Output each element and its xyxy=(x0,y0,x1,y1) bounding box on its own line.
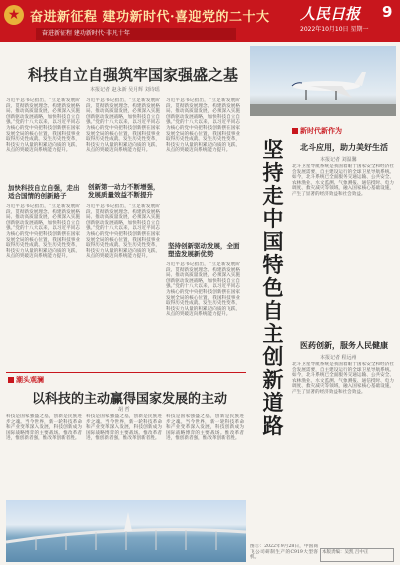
commentary-tag xyxy=(8,375,44,385)
section-marker-icon xyxy=(292,128,298,134)
masthead-banner xyxy=(0,0,400,42)
lead-subhead-3: 坚持创新驱动发展，全面塑造发展新优势 xyxy=(168,242,240,258)
story-1-byline: 本报记者 刘温馨 xyxy=(320,157,357,163)
banner-title: 奋进新征程 建功新时代·喜迎党的二十大 xyxy=(30,10,270,25)
story-2-headline: 医药创新，服务人民健康 xyxy=(300,340,388,350)
page-number: 9 xyxy=(382,3,393,21)
section-divider xyxy=(6,372,246,373)
commentary-tag-label: 潮头观澜 xyxy=(16,376,44,384)
lead-headline: 科技自立自强筑牢国家强盛之基 xyxy=(28,66,239,84)
editor-credit: 本版责编：吴凯 吕中正 xyxy=(320,548,394,562)
aircraft-photo xyxy=(250,46,396,116)
vertical-headline: 坚持走中国特色自主创新道路 xyxy=(262,137,284,438)
bridge-photo xyxy=(6,500,246,562)
commentary-body-col-3: 科技是国家强盛之基，创新是民族进步之魂。当今世界，新一轮科技革命和产业变革深入发展，科技创新成为国际战略博弈的主要战场。惟改革者进，惟创新者强，惟改革创新者胜。 xyxy=(166,414,244,442)
lead-body-col-2b: 习近平总书记指出，“立足新发展阶段、贯彻新发展理念、构建新发展格局、推动高质量发展，必须深入实施创新驱动发展战略，加快科技自立自强。”党的十八大以来，以习近平同志为核心的党中央把科技创新摆在国家发展全局的核心位置，我国科技事业取得历史性成就、发生历史性变革，科技实力从量的积累迈向质的飞跃、从点的突破迈向系统能力提升。 xyxy=(86,204,160,260)
banner-subtitle: 奋进新征程 建功新时代·非凡十年 xyxy=(36,28,236,40)
commentary-byline: 胡 哲 xyxy=(118,407,130,413)
issue-date: 2022年10月10日 星期一 xyxy=(300,26,369,33)
bridge-icon xyxy=(6,500,246,562)
lead-byline: 本报记者 赵永新 吴月辉 刘诗瑶 xyxy=(90,87,160,93)
airplane-icon xyxy=(250,46,396,116)
story-2-byline: 本报记者 程远州 xyxy=(320,355,357,361)
right-section-tag-label: 新时代新作为 xyxy=(300,127,342,135)
commentary-body-col-2: 科技是国家强盛之基，创新是民族进步之魂。当今世界，新一轮科技革命和产业变革深入发展，科技创新成为国际战略博弈的主要战场。惟改革者进，惟创新者强，惟改革创新者胜。 xyxy=(86,414,162,442)
section-marker-icon xyxy=(8,377,14,383)
paper-name: 人民日报 xyxy=(300,5,361,23)
lead-body-col-1: 习近平总书记指出，“立足新发展阶段、贯彻新发展理念、构建新发展格局、推动高质量发展，必须深入实施创新驱动发展战略，加快科技自立自强。”党的十八大以来，以习近平同志为核心的党中央把科技创新摆在国家发展全局的核心位置，我国科技事业取得历史性成就、发生历史性变革，科技实力从量的积累迈向质的飞跃、从点的突破迈向系统能力提升。 xyxy=(6,98,80,154)
lead-body-col-2: 习近平总书记指出，“立足新发展阶段、贯彻新发展理念、构建新发展格局、推动高质量发展，必须深入实施创新驱动发展战略，加快科技自立自强。”党的十八大以来，以习近平同志为核心的党中央把科技创新摆在国家发展全局的核心位置，我国科技事业取得历史性成就、发生历史性变革，科技实力从量的积累迈向质的飞跃、从点的突破迈向系统能力提升。 xyxy=(86,98,160,154)
story-1-headline: 北斗应用，助力美好生活 xyxy=(300,142,388,152)
story-2-body: 北斗卫星导航系统是我国着眼于国家安全和经济社会发展需要，自主建设运行的全球卫星导航系统。如今，北斗系统已全面服务交通运输、公共安全、农林渔业、水文监测、气象测报、通信授时、电力调度、救灾减灾等领域，融入国家核心基础设施，产生了显著的经济效益和社会效益。 xyxy=(292,362,394,395)
commentary-body-col-1: 科技是国家强盛之基，创新是民族进步之魂。当今世界，新一轮科技革命和产业变革深入发展，科技创新成为国际战略博弈的主要战场。惟改革者进，惟创新者强，惟改革创新者胜。 xyxy=(6,414,82,442)
lead-subhead-2: 创新第一动力不断增强，发展质量效益不断提升 xyxy=(88,183,160,199)
lead-body-col-1b: 习近平总书记指出，“立足新发展阶段、贯彻新发展理念、构建新发展格局、推动高质量发展，必须深入实施创新驱动发展战略，加快科技自立自强。”党的十八大以来，以习近平同志为核心的党中央把科技创新摆在国家发展全局的核心位置，我国科技事业取得历史性成就、发生历史性变革，科技实力从量的积累迈向质的飞跃、从点的突破迈向系统能力提升。 xyxy=(6,204,80,260)
right-section-tag xyxy=(292,126,342,136)
commentary-headline: 以科技的主动赢得国家发展的主动 xyxy=(32,392,228,407)
photo-caption: 图①：2022年9月28日，中国商飞公司研制生产的C919大型客机。 xyxy=(250,544,318,561)
lead-subhead-1: 加快科技自立自强，走出适合国情的创新路子 xyxy=(8,184,80,200)
story-1-body: 北斗卫星导航系统是我国着眼于国家安全和经济社会发展需要，自主建设运行的全球卫星导航系统。如今，北斗系统已全面服务交通运输、公共安全、农林渔业、水文监测、气象测报、通信授时、电力调度、救灾减灾等领域，融入国家核心基础设施，产生了显著的经济效益和社会效益。 xyxy=(292,164,394,197)
party-emblem-icon: ★ xyxy=(4,5,24,25)
lead-body-col-3b: 习近平总书记指出，“立足新发展阶段、贯彻新发展理念、构建新发展格局、推动高质量发展，必须深入实施创新驱动发展战略，加快科技自立自强。”党的十八大以来，以习近平同志为核心的党中央把科技创新摆在国家发展全局的核心位置，我国科技事业取得历史性成就、发生历史性变革，科技实力从量的积累迈向质的飞跃、从点的突破迈向系统能力提升。 xyxy=(166,262,240,318)
lead-body-col-3: 习近平总书记指出，“立足新发展阶段、贯彻新发展理念、构建新发展格局、推动高质量发展，必须深入实施创新驱动发展战略，加快科技自立自强。”党的十八大以来，以习近平同志为核心的党中央把科技创新摆在国家发展全局的核心位置，我国科技事业取得历史性成就、发生历史性变革，科技实力从量的积累迈向质的飞跃、从点的突破迈向系统能力提升。 xyxy=(166,98,240,154)
